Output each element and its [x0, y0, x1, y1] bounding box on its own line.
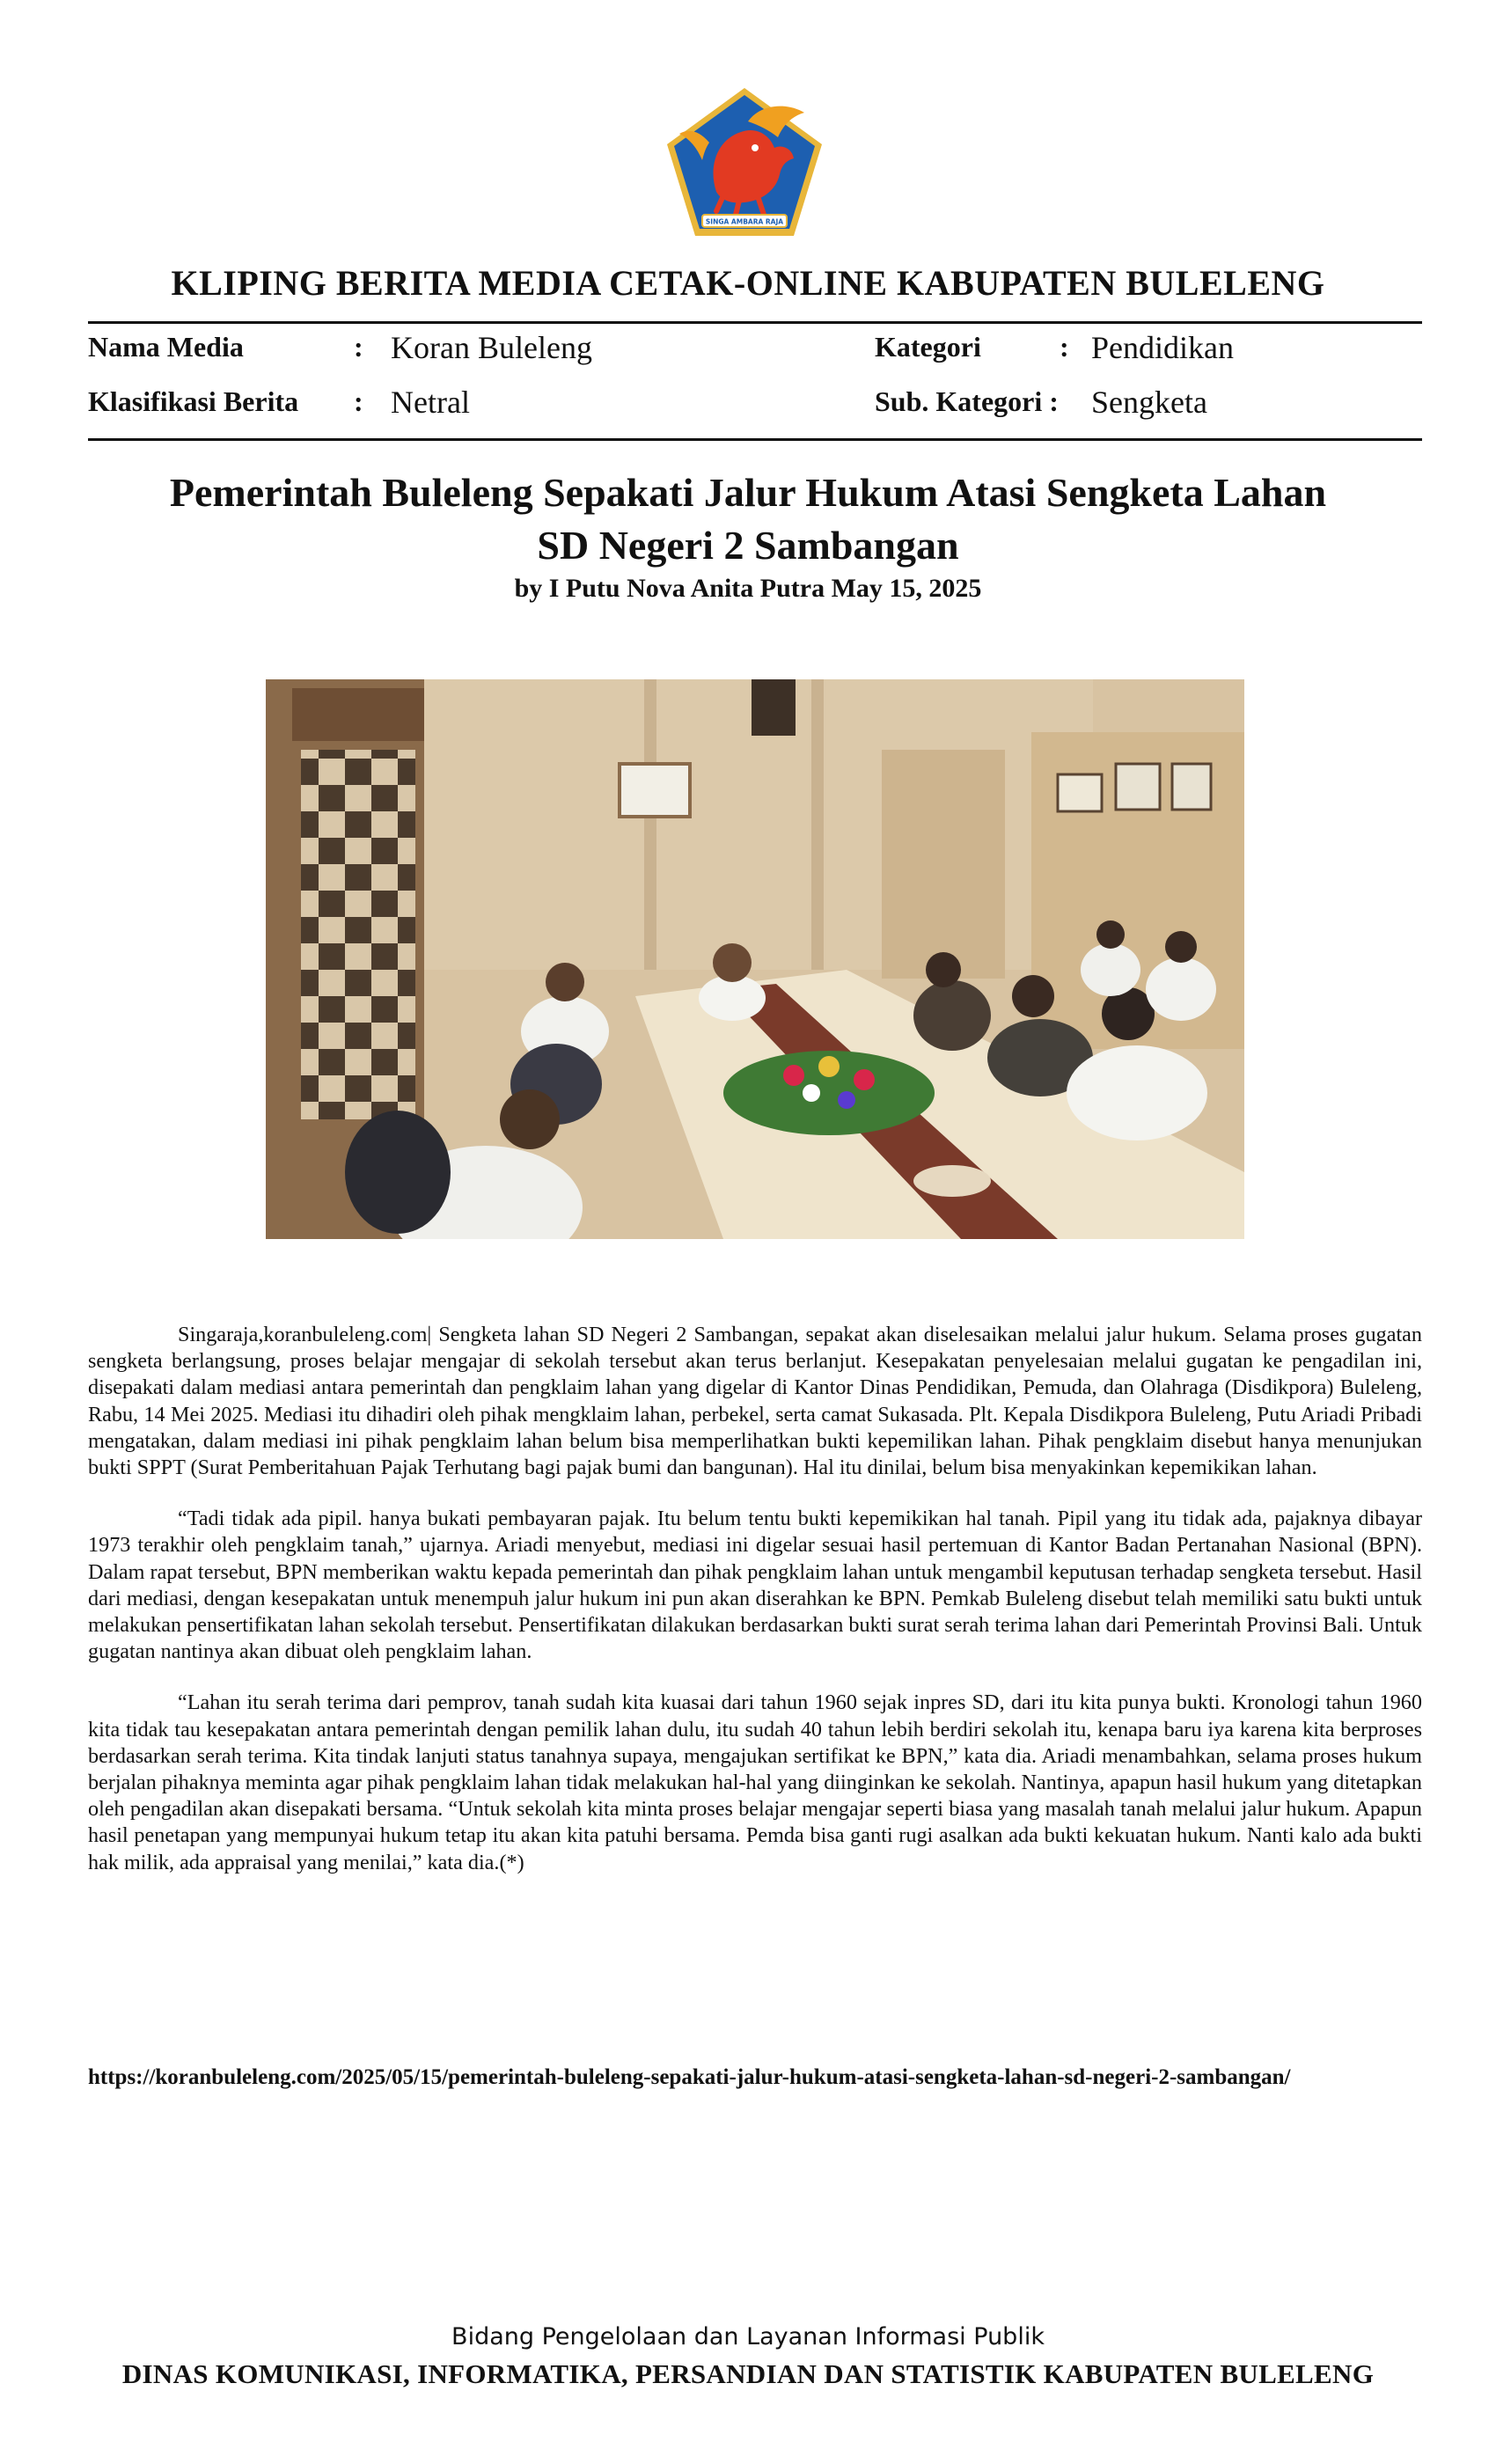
article-paragraph-1: Singaraja,koranbuleleng.com| Sengketa lahan SD Negeri 2 Sambangan, sepakat akan diselesaikan melalui jalur hukum. Selama proses gugatan sengketa berlangsung, proses belajar mengajar di sekolah tersebut akan terus berlanjut. Kesepakatan penyelesaian melalui gugatan ke pengadilan ini, disepakati dalam mediasi antara pemerintah dan pengklaim lahan yang digelar di Kantor Dinas Pendidikan, Pemuda, dan Olahraga (Disdikpora) Buleleng, Rabu, 14 Mei 2025. Mediasi itu dihadiri oleh pihak mengklaim lahan, perbekel, serta camat Sukasada. Plt. Kepala Disdikpora Buleleng, Putu Ariadi Pribadi mengatakan, dalam mediasi ini pihak pengklaim lahan belum bisa memperlihatkan bukti kepemilikan lahan. Pihak pengklaim disebut hanya menunjukan bukti SPPT (Surat Pemberitahuan Pajak Terhutang bagi pajak bumi dan bangunan). Hal itu dinilai, belum bisa menyakinkan kepemikikan lahan. — [88, 1323, 1422, 1480]
article-title-line-1: Pemerintah Buleleng Sepakati Jalur Hukum Atasi Sengketa Lahan — [169, 470, 1327, 515]
article-title-line-2: SD Negeri 2 Sambangan — [537, 523, 959, 568]
nama-media-label: Nama Media — [88, 331, 244, 363]
kliping-header-title: KLIPING BERITA MEDIA CETAK-ONLINE KABUPATEN BULELENG — [171, 263, 1325, 303]
sub-kategori-label: Sub. Kategori : — [875, 385, 1059, 417]
header-divider-top — [88, 321, 1422, 324]
article-paragraph-3: “Lahan itu serah terima dari pemprov, tanah sudah kita kuasai dari tahun 1960 sejak inpres SD, dari itu kita punya bukti. Kronologi tahun 1960 kita tidak tau kesepakatan antara pemerintah dengan pemilik lahan dulu, itu sudah 40 tahun lebih berdiri sekolah itu, kenapa baru iya karena kita berproses berdasarkan serah terima. Kita tindak lanjuti status tanahnya supaya, mengajukan sertifikat ke BPN,” kata dia. Ariadi menambahkan, selama proses hukum berjalan pihaknya meminta agar pihak pengklaim lahan tidak melakukan hal-hal yang diinginkan ke sekolah. Nantinya, apapun hasil hukum yang ditetapkan oleh pengadilan akan disepakati bersama. “Untuk sekolah kita minta proses belajar mengajar seperti biasa yang masalah tanah melalui jalur hukum. Apapun hasil penetapan yang mempunyai hukum tetap itu akan kita patuhi bersama. Pemda bisa ganti rugi asalkan ada bukti kekuatan hukum. Nanti kalo ada bukti hak milik, ada appraisal yang menilai,” kata dia.(*) — [88, 1690, 1422, 1874]
sub-kategori-value: Sengketa — [1091, 385, 1207, 420]
kategori-label: Kategori — [875, 331, 981, 363]
article-paragraph-2: “Tadi tidak ada pipil. hanya bukati pembayaran pajak. Itu belum tentu bukti kepemikikan hal tanah. Pipil yang itu tidak ada, pajaknya dibayar 1973 terakhir oleh pengklaim tanah,” ujarnya. Ariadi menyebut, mediasi ini digelar sesuai hasil pertemuan di Kantor Badan Pertanahan Nasional (BPN). Dalam rapat tersebut, BPN memberikan waktu kepada pemerintah dan pihak pengklaim lahan untuk mengambil keputusan terhadap sengketa tersebut. Hasil dari mediasi, dengan kesepakatan untuk menempuh jalur hukum ini pun akan diserahkan ke BPN. Pemkab Buleleng disebut telah memiliki satu bukti untuk melakukan pensertifikatan lahan sekolah tersebut. Pensertifikatan dilakukan berdasarkan bukti surat serah terima lahan dari Pemerintah Provinsi Bali. Untuk gugatan nantinya akan dibuat oleh pengklaim lahan. — [88, 1507, 1422, 1664]
klasifikasi-berita-label: Klasifikasi Berita — [88, 385, 299, 417]
kategori-colon: : — [1060, 331, 1069, 363]
klasifikasi-berita-colon: : — [354, 385, 363, 417]
article-source-url[interactable]: https://koranbuleleng.com/2025/05/15/pemerintah-buleleng-sepakati-jalur-hukum-atasi-sengketa-lahan-sd-negeri-2-sambangan/ — [88, 2065, 1291, 2089]
article-title — [88, 466, 1408, 572]
article-body — [88, 1322, 1422, 1901]
article-photo — [266, 679, 1244, 1239]
meeting-photo-illustration — [266, 679, 1244, 1239]
footer-agency-name: DINAS KOMUNIKASI, INFORMATIKA, PERSANDIAN DAN STATISTIK KABUPATEN BULELENG — [121, 2358, 1375, 2389]
svg-text:SINGA AMBARA RAJA: SINGA AMBARA RAJA — [705, 217, 784, 226]
emblem-icon — [664, 86, 825, 238]
header-divider-bottom — [88, 438, 1422, 441]
footer-division-name: Bidang Pengelolaan dan Layanan Informasi Publik — [451, 2323, 1045, 2350]
nama-media-colon: : — [354, 331, 363, 363]
buleleng-emblem-logo — [664, 86, 825, 238]
kategori-value: Pendidikan — [1091, 330, 1234, 365]
nama-media-value: Koran Buleleng — [391, 330, 592, 365]
klasifikasi-berita-value: Netral — [391, 385, 470, 420]
article-byline: by I Putu Nova Anita Putra May 15, 2025 — [514, 574, 982, 603]
